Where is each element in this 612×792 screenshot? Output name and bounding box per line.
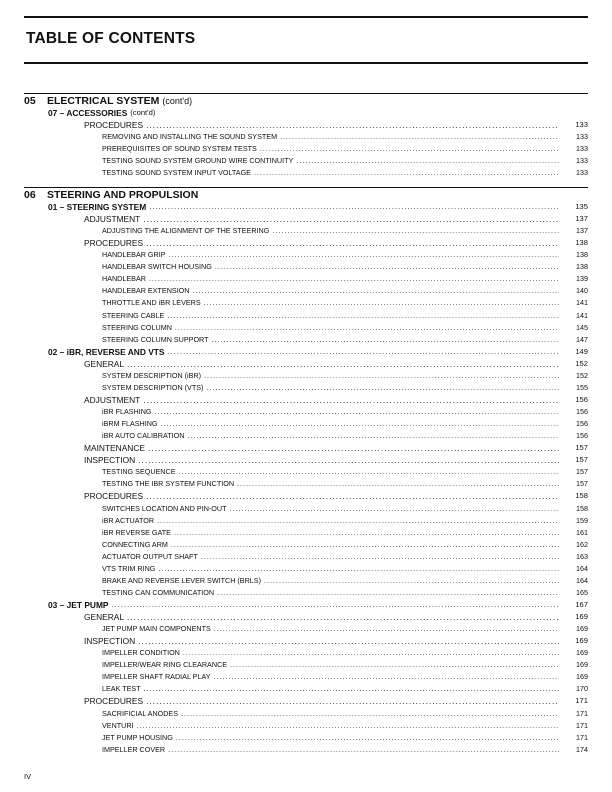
toc-entry-page: 133 xyxy=(575,120,588,130)
toc-entry[interactable] xyxy=(24,466,588,478)
toc-entry[interactable] xyxy=(24,107,588,119)
toc-entry-label: STEERING COLUMN SUPPORT xyxy=(102,334,209,344)
toc-entry-label: INSPECTION xyxy=(84,455,136,466)
toc-entry[interactable] xyxy=(24,322,588,334)
toc-entry[interactable] xyxy=(24,346,588,358)
toc-entry-label: HANDLEBAR xyxy=(102,274,146,284)
toc-entry-page: 138 xyxy=(576,262,588,272)
toc-entry[interactable] xyxy=(24,575,588,587)
toc-entry-page: 157 xyxy=(575,455,588,465)
toc-entry-label: BRAKE AND REVERSE LEVER SWITCH (BRLS) xyxy=(102,575,261,585)
toc-entry-label: TESTING SEQUENCE xyxy=(102,467,176,477)
toc-entry-page: 156 xyxy=(575,394,588,404)
toc-entry[interactable] xyxy=(24,406,588,418)
toc-dot-leader xyxy=(230,659,559,671)
toc-dot-leader xyxy=(183,647,559,659)
toc-entry-label: TESTING THE IBR SYSTEM FUNCTION xyxy=(102,479,235,489)
toc-entry-page: 157 xyxy=(576,467,588,477)
page-title: TABLE OF CONTENTS xyxy=(26,30,196,47)
toc-entry-label: 07 – ACCESSORIES xyxy=(48,108,128,118)
toc-entry-label: THROTTLE AND iBR LEVERS xyxy=(102,298,201,308)
toc-entry-page: 152 xyxy=(576,370,588,380)
toc-entry[interactable] xyxy=(24,623,588,635)
toc-entry-page: 140 xyxy=(576,286,588,296)
toc-entry[interactable] xyxy=(24,131,588,143)
toc-entry-label: MAINTENANCE xyxy=(84,443,145,454)
toc-entry-page: 138 xyxy=(575,238,588,248)
toc-dot-leader xyxy=(217,587,559,599)
toc-entry[interactable] xyxy=(24,249,588,261)
toc-entry-label: TESTING SOUND SYSTEM INPUT VOLTAGE xyxy=(102,168,251,178)
toc-entry-page: 171 xyxy=(576,720,588,730)
toc-entry-label: IMPELLER SHAFT RADIAL PLAY xyxy=(102,672,211,682)
toc-entry-page: 167 xyxy=(575,599,588,609)
toc-dot-leader xyxy=(155,406,559,418)
toc-entry[interactable] xyxy=(24,119,588,131)
toc-dot-leader xyxy=(143,394,559,406)
toc-dot-leader xyxy=(146,237,559,249)
toc-entry-page: 139 xyxy=(576,274,588,284)
toc-dot-leader xyxy=(181,708,559,720)
toc-entry[interactable] xyxy=(24,720,588,732)
toc-entry[interactable] xyxy=(24,143,588,155)
toc-entry-page: 158 xyxy=(576,503,588,513)
toc-entry-label: SYSTEM DESCRIPTION (iBR) xyxy=(102,370,202,380)
toc-entry[interactable] xyxy=(24,695,588,707)
toc-entry-label: iBRM FLASHING xyxy=(102,419,158,429)
section-06-rule xyxy=(24,187,588,188)
toc-entry-page: 170 xyxy=(576,684,588,694)
toc-entry-label: 01 – STEERING SYSTEM xyxy=(48,202,147,212)
toc-entry-label: IMPELLER/WEAR RING CLEARANCE xyxy=(102,660,228,670)
toc-entry-page: 156 xyxy=(576,419,588,429)
toc-entry-page: 156 xyxy=(576,431,588,441)
toc-entry-label: JET PUMP MAIN COMPONENTS xyxy=(102,624,211,634)
toc-dot-leader xyxy=(204,370,559,382)
toc-entry-label: INSPECTION xyxy=(84,636,136,647)
toc-dot-leader xyxy=(149,201,559,213)
section-05-rule xyxy=(24,93,588,94)
toc-entry[interactable] xyxy=(24,611,588,623)
toc-entry-label: iBR ACTUATOR xyxy=(102,515,155,525)
toc-entry-label: LEAK TEST xyxy=(102,684,141,694)
toc-entry[interactable] xyxy=(24,744,588,756)
toc-entry[interactable] xyxy=(24,261,588,273)
toc-entry-label: HANDLEBAR SWITCH HOUSING xyxy=(102,262,212,272)
toc-entry-page: 169 xyxy=(576,648,588,658)
toc-dot-leader xyxy=(229,503,559,515)
toc-entry[interactable] xyxy=(24,732,588,744)
toc-entry-page: 164 xyxy=(576,575,588,585)
toc-entry[interactable] xyxy=(24,683,588,695)
toc-entry-page: 141 xyxy=(576,298,588,308)
toc-dot-leader xyxy=(204,297,559,309)
section-06-number: 06 xyxy=(24,189,36,201)
section-06-title: STEERING AND PROPULSION xyxy=(47,189,199,201)
toc-entry-label: PROCEDURES xyxy=(84,696,144,707)
toc-entry[interactable] xyxy=(24,430,588,442)
toc-entry[interactable] xyxy=(24,310,588,322)
toc-dot-leader xyxy=(146,695,559,707)
toc-entry-page: 147 xyxy=(576,334,588,344)
toc-entry-page: 156 xyxy=(576,407,588,417)
toc-entry-page: 169 xyxy=(575,636,588,646)
toc-entry-page: 155 xyxy=(576,382,588,392)
toc-entry[interactable] xyxy=(24,490,588,502)
toc-entry-page: 133 xyxy=(576,156,588,166)
toc-entry-label: STEERING COLUMN xyxy=(102,322,172,332)
toc-dot-leader xyxy=(143,213,559,225)
toc-entry[interactable] xyxy=(24,358,588,370)
toc-dot-leader xyxy=(206,382,559,394)
toc-entry[interactable] xyxy=(24,647,588,659)
toc-dot-leader xyxy=(296,155,559,167)
toc-entry[interactable] xyxy=(24,237,588,249)
page-number: IV xyxy=(24,772,32,781)
toc-dot-leader xyxy=(176,732,559,744)
toc-dot-leader xyxy=(272,225,559,237)
toc-entry[interactable] xyxy=(24,213,588,225)
toc-dot-leader xyxy=(175,322,559,334)
toc-dot-leader xyxy=(215,261,559,273)
toc-entry-label: ADJUSTING THE ALIGNMENT OF THE STEERING xyxy=(102,226,270,236)
toc-entry-label: GENERAL xyxy=(84,358,125,369)
toc-entry[interactable] xyxy=(24,334,588,346)
toc-entry-label: PROCEDURES xyxy=(84,120,144,131)
toc-entry-page: 158 xyxy=(575,491,588,501)
toc-dot-leader xyxy=(138,635,559,647)
toc-entry-label: HANDLEBAR GRIP xyxy=(102,250,166,260)
toc-entry-page: 141 xyxy=(576,310,588,320)
toc-entry-label: STEERING CABLE xyxy=(102,310,165,320)
toc-entry-page: 137 xyxy=(575,214,588,224)
toc-entry[interactable] xyxy=(24,201,588,213)
toc-dot-leader xyxy=(146,490,559,502)
toc-dot-leader xyxy=(158,563,559,575)
toc-entry-page: 163 xyxy=(576,551,588,561)
toc-entry[interactable] xyxy=(24,442,588,454)
toc-entry-page: 171 xyxy=(575,696,588,706)
toc-entry[interactable] xyxy=(24,478,588,490)
toc-dot-leader xyxy=(260,143,559,155)
toc-entry-cont: (cont'd) xyxy=(130,108,156,117)
toc-dot-leader xyxy=(280,131,559,143)
toc-dot-leader xyxy=(171,539,559,551)
toc-dot-leader xyxy=(192,285,559,297)
toc-entry-label: CONNECTING ARM xyxy=(102,539,168,549)
toc-entry-page: 137 xyxy=(576,226,588,236)
toc-entry[interactable] xyxy=(24,297,588,309)
toc-entry-page: 133 xyxy=(576,144,588,154)
toc-entry[interactable] xyxy=(24,515,588,527)
toc-entry-label: PROCEDURES xyxy=(84,238,144,249)
toc-entry-page: 152 xyxy=(575,358,588,368)
toc-entry-label: ACTUATOR OUTPUT SHAFT xyxy=(102,551,198,561)
toc-entry-label: iBR FLASHING xyxy=(102,407,152,417)
toc-entry-label: ADJUSTMENT xyxy=(84,394,141,405)
top-rule xyxy=(24,16,588,18)
toc-dot-leader xyxy=(187,430,559,442)
toc-entry-page: 138 xyxy=(576,250,588,260)
toc-dot-leader xyxy=(264,575,559,587)
toc-entry[interactable] xyxy=(24,563,588,575)
toc-entry[interactable] xyxy=(24,418,588,430)
toc-entry-page: 149 xyxy=(575,346,588,356)
toc-dot-leader xyxy=(214,671,559,683)
toc-entry-page: 174 xyxy=(576,744,588,754)
toc-entry-page: 171 xyxy=(576,732,588,742)
toc-entry[interactable] xyxy=(24,382,588,394)
toc-entry-page: 161 xyxy=(576,527,588,537)
toc-dot-leader xyxy=(212,334,560,346)
toc-entry[interactable] xyxy=(24,599,588,611)
toc-entry[interactable] xyxy=(24,503,588,515)
toc-entry[interactable] xyxy=(24,167,588,179)
toc-dot-leader xyxy=(174,527,559,539)
toc-entry-label: iBR REVERSE GATE xyxy=(102,527,171,537)
toc-entry-label: REMOVING AND INSTALLING THE SOUND SYSTEM xyxy=(102,132,278,142)
toc-dot-leader xyxy=(127,611,559,623)
toc-entry-label: SYSTEM DESCRIPTION (VTS) xyxy=(102,382,204,392)
toc-entry[interactable] xyxy=(24,454,588,466)
toc-entry-label: GENERAL xyxy=(84,612,125,623)
toc-dot-leader xyxy=(138,454,559,466)
toc-entry-label: VENTURI xyxy=(102,720,134,730)
toc-entry-page: 169 xyxy=(576,624,588,634)
section-05-number: 05 xyxy=(24,95,36,107)
toc-entry-label: 02 – iBR, REVERSE AND VTS xyxy=(48,346,165,357)
toc-entry-page: 157 xyxy=(575,443,588,453)
toc-dot-leader xyxy=(254,167,559,179)
toc-entry-label: IMPELLER COVER xyxy=(102,744,166,754)
toc-dot-leader xyxy=(127,358,559,370)
section-05-heading xyxy=(24,95,192,107)
toc-entry-page: 165 xyxy=(576,587,588,597)
toc-dot-leader xyxy=(157,515,559,527)
toc-dot-leader xyxy=(149,273,559,285)
toc-entry-label: SACRIFICIAL ANODES xyxy=(102,708,179,718)
toc-entry-label: TESTING CAN COMMUNICATION xyxy=(102,587,215,597)
toc-entry[interactable] xyxy=(24,539,588,551)
toc-dot-leader xyxy=(144,683,559,695)
toc-dot-leader xyxy=(237,478,559,490)
toc-dot-leader xyxy=(137,720,559,732)
toc-dot-leader xyxy=(214,623,559,635)
toc-entry-page: 169 xyxy=(576,660,588,670)
toc-entry-label: HANDLEBAR EXTENSION xyxy=(102,286,190,296)
toc-entry-page: 145 xyxy=(576,322,588,332)
toc-dot-leader xyxy=(146,119,559,131)
toc-entry-page: 169 xyxy=(576,672,588,682)
toc-entry-page: 162 xyxy=(576,539,588,549)
toc-entry-page: 157 xyxy=(576,479,588,489)
toc-entry-page: 135 xyxy=(575,202,588,211)
section-06-heading xyxy=(24,189,198,201)
section-05-title: ELECTRICAL SYSTEM xyxy=(47,95,160,107)
toc-entry[interactable] xyxy=(24,225,588,237)
toc-entry[interactable] xyxy=(24,635,588,647)
toc-entry-page: 164 xyxy=(576,563,588,573)
toc-entry[interactable] xyxy=(24,527,588,539)
toc-dot-leader xyxy=(167,310,559,322)
toc-dot-leader xyxy=(112,599,559,611)
toc-dot-leader xyxy=(178,466,559,478)
toc-entry[interactable] xyxy=(24,370,588,382)
toc-entry-page: 133 xyxy=(576,168,588,178)
toc-entry-label: ADJUSTMENT xyxy=(84,214,141,225)
toc-entry-page: 159 xyxy=(576,515,588,525)
toc-entry-page: 133 xyxy=(576,132,588,142)
toc-entry-label: PREREQUISITES OF SOUND SYSTEM TESTS xyxy=(102,144,257,154)
toc-entry-label: VTS TRIM RING xyxy=(102,563,156,573)
toc-entry[interactable] xyxy=(24,155,588,167)
toc-entry[interactable] xyxy=(24,587,588,599)
toc-entry-label: iBR AUTO CALIBRATION xyxy=(102,431,185,441)
toc-dot-leader xyxy=(168,744,559,756)
toc-entry[interactable] xyxy=(24,659,588,671)
toc-entry-page: 171 xyxy=(576,708,588,718)
toc-entry-label: JET PUMP HOUSING xyxy=(102,732,173,742)
toc-entry-page: 169 xyxy=(575,612,588,622)
toc-dot-leader xyxy=(169,249,559,261)
toc-entry-label: IMPELLER CONDITION xyxy=(102,648,180,658)
toc-dot-leader xyxy=(161,418,559,430)
toc-entry[interactable] xyxy=(24,273,588,285)
toc-entry[interactable] xyxy=(24,551,588,563)
toc-dot-leader xyxy=(201,551,559,563)
toc-entry[interactable] xyxy=(24,708,588,720)
toc-dot-leader xyxy=(168,346,559,358)
toc-entry[interactable] xyxy=(24,394,588,406)
toc-entry[interactable] xyxy=(24,285,588,297)
toc-dot-leader xyxy=(148,442,559,454)
toc-entry-label: 03 – JET PUMP xyxy=(48,599,109,610)
toc-entry-label: TESTING SOUND SYSTEM GROUND WIRE CONTINUITY xyxy=(102,156,294,166)
toc-entry-label: PROCEDURES xyxy=(84,491,144,502)
toc-entry[interactable] xyxy=(24,671,588,683)
title-rule xyxy=(24,62,588,64)
toc-entry-label: SWITCHES LOCATION AND PIN-OUT xyxy=(102,503,227,513)
section-05-cont: (cont'd) xyxy=(162,96,193,106)
